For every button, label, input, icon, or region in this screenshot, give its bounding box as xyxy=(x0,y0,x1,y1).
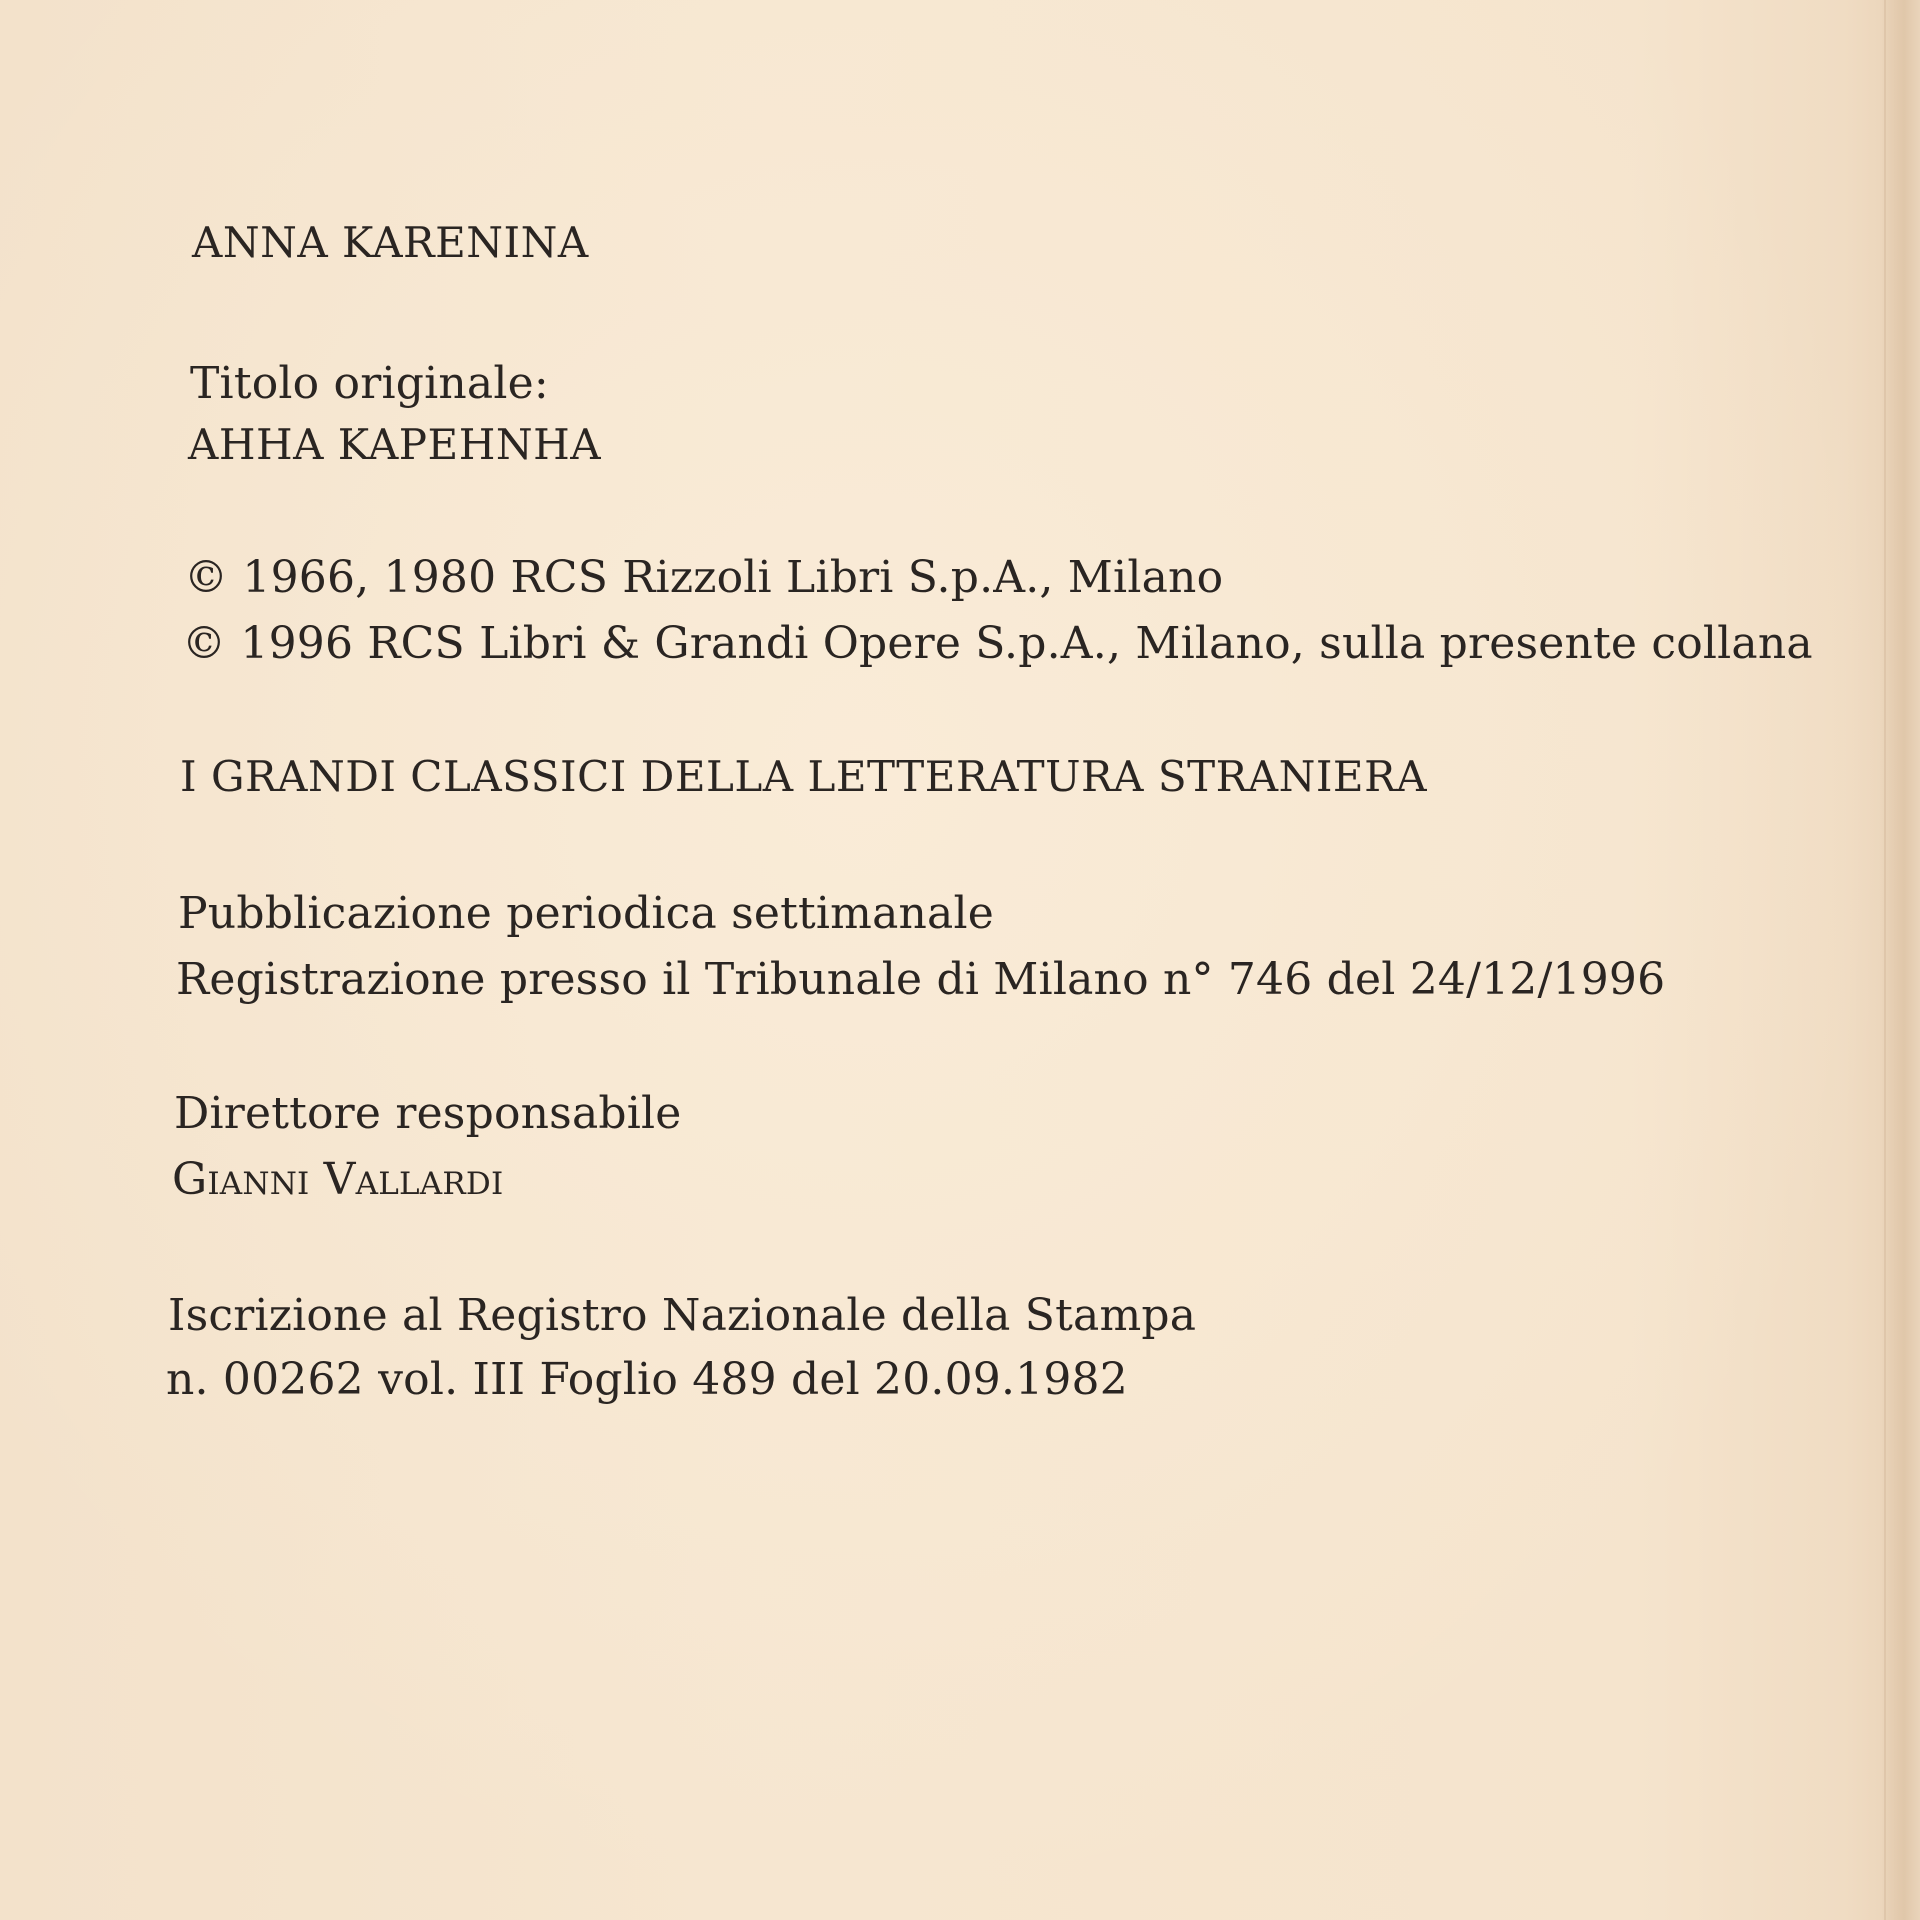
publication-type: Pubblicazione periodica settimanale xyxy=(178,888,994,939)
press-registry-line: Iscrizione al Registro Nazionale della Stampa xyxy=(168,1290,1197,1341)
series-name: I GRANDI CLASSICI DELLA LETTERATURA STRANIERA xyxy=(180,752,1428,801)
copyright-line-1: © 1966, 1980 RCS Rizzoli Libri S.p.A., Milano xyxy=(184,552,1224,603)
copyright-line-2: © 1996 RCS Libri & Grandi Opere S.p.A., Milano, sulla presente collana xyxy=(182,618,1813,669)
original-title: AHHA KAPEHNHA xyxy=(188,420,602,469)
director-label: Direttore responsabile xyxy=(174,1088,682,1139)
book-title: ANNA KARENINA xyxy=(192,218,589,267)
original-title-label: Titolo originale: xyxy=(190,358,549,409)
page-edge-shadow xyxy=(1880,0,1920,1920)
director-name: Gianni Vallardi xyxy=(172,1154,504,1205)
press-registry-number: n. 00262 vol. III Foglio 489 del 20.09.1982 xyxy=(166,1354,1128,1405)
registration-line: Registrazione presso il Tribunale di Milano n° 746 del 24/12/1996 xyxy=(176,954,1666,1005)
